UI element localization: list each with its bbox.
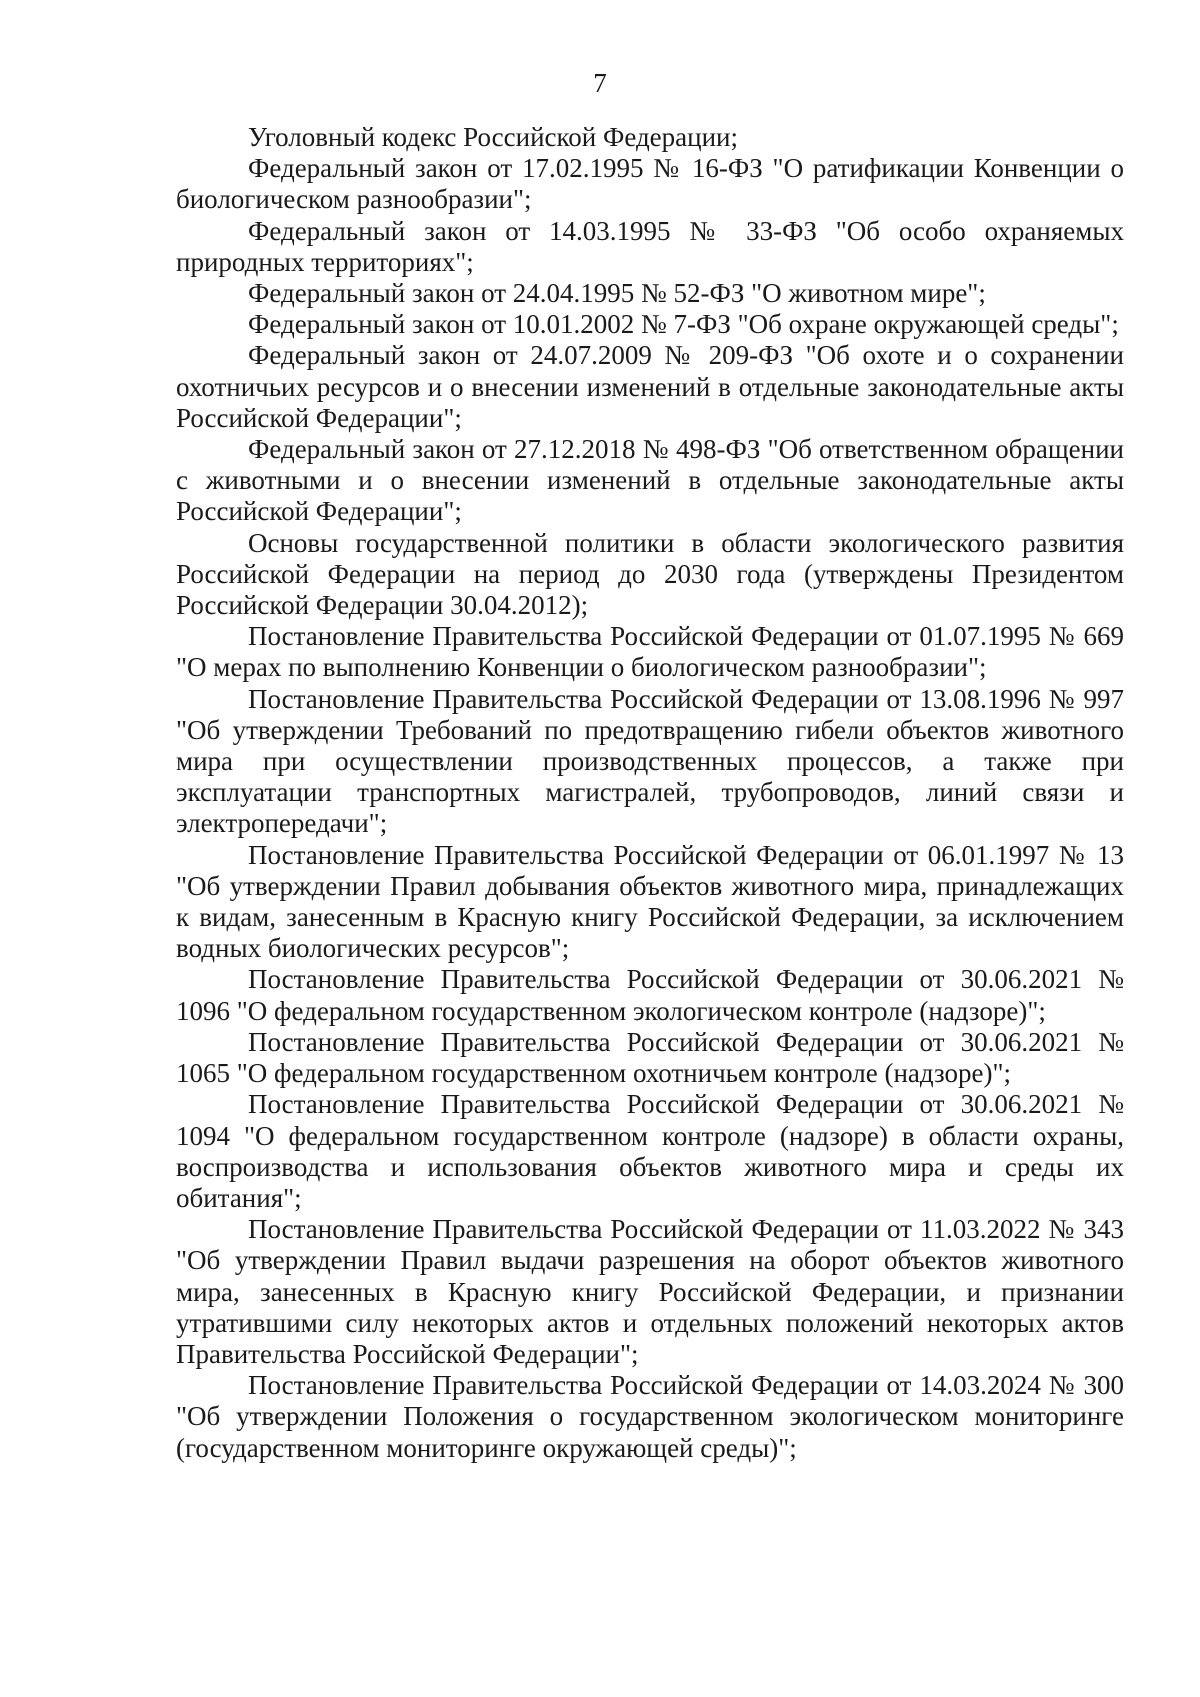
list-item: Уголовный кодекс Российской Федерации; [248, 122, 738, 152]
list-item: Постановление Правительства Российской Федерации от 14.03.2024 № 300 "Об утверждении Положения о государственном экологическом мониторинге (государственном мониторинге окружающей среды)"; [176, 1370, 1124, 1463]
legal-acts-list [176, 122, 1124, 1464]
list-item: Постановление Правительства Российской Федерации от 13.08.1996 № 997 "Об утверждении Требований по предотвращению гибели объектов животного мира при осуществлении производственных процессов, а также при эксплуатации транспортных магистралей, трубопроводов, линий связи и электропередачи"; [176, 683, 1124, 839]
list-item: Федеральный закон от 10.01.2002 № 7-ФЗ "Об охране окружающей среды"; [248, 309, 1119, 340]
list-item: Постановление Правительства Российской Федерации от 01.07.1995 № 669 "О мерах по выполнению Конвенции о биологическом разнообразии"; [176, 621, 1124, 683]
list-item: Постановление Правительства Российской Федерации от 30.06.2021 № 1096 "О федеральном государственном экологическом контроле (надзоре)"; [176, 964, 1124, 1026]
list-item: Постановление Правительства Российской Федерации от 06.01.1997 № 13 "Об утверждении Правил добывания объектов животного мира, принадлежащих к видам, занесенным в Красную книгу Российской Федерации, за исключением водных биологических ресурсов"; [176, 839, 1124, 964]
list-item: Федеральный закон от 24.04.1995 № 52-ФЗ "О животном мире"; [248, 278, 986, 309]
list-item: Основы государственной политики в области экологического развития Российской Федерации на период до 2030 года (утверждены Президентом Российской Федерации 30.04.2012); [176, 527, 1124, 621]
list-item: Федеральный закон от 14.03.1995 № 33-ФЗ "Об особо охраняемых природных территориях"; [176, 215, 1124, 277]
list-item: Постановление Правительства Российской Федерации от 30.06.2021 № 1094 "О федеральном государственном контроле (надзоре) в области охраны, воспроизводства и использования объектов животного мира и среды их обитания"; [176, 1089, 1124, 1213]
list-item: Федеральный закон от 27.12.2018 № 498-ФЗ "Об ответственном обращении с животными и о внесении изменений в отдельные законодательные акты Российской Федерации"; [176, 434, 1124, 527]
list-item: Федеральный закон от 17.02.1995 № 16-ФЗ "О ратификации Конвенции о биологическом разнообразии"; [176, 153, 1124, 215]
page-number: 7 [593, 68, 607, 98]
list-item: Постановление Правительства Российской Федерации от 11.03.2022 № 343 "Об утверждении Правил выдачи разрешения на оборот объектов животного мира, занесенных в Красную книгу Российской Федерации, и признании утратившими силу некоторых актов и отдельных положений некоторых актов Правительства Российской Федерации"; [176, 1214, 1124, 1369]
list-item: Постановление Правительства Российской Федерации от 30.06.2021 № 1065 "О федеральном государственном охотничьем контроле (надзоре)"; [176, 1026, 1124, 1089]
list-item: Федеральный закон от 24.07.2009 № 209-ФЗ "Об охоте и о сохранении охотничьих ресурсов и о внесении изменений в отдельные законодательные акты Российской Федерации"; [176, 340, 1124, 433]
